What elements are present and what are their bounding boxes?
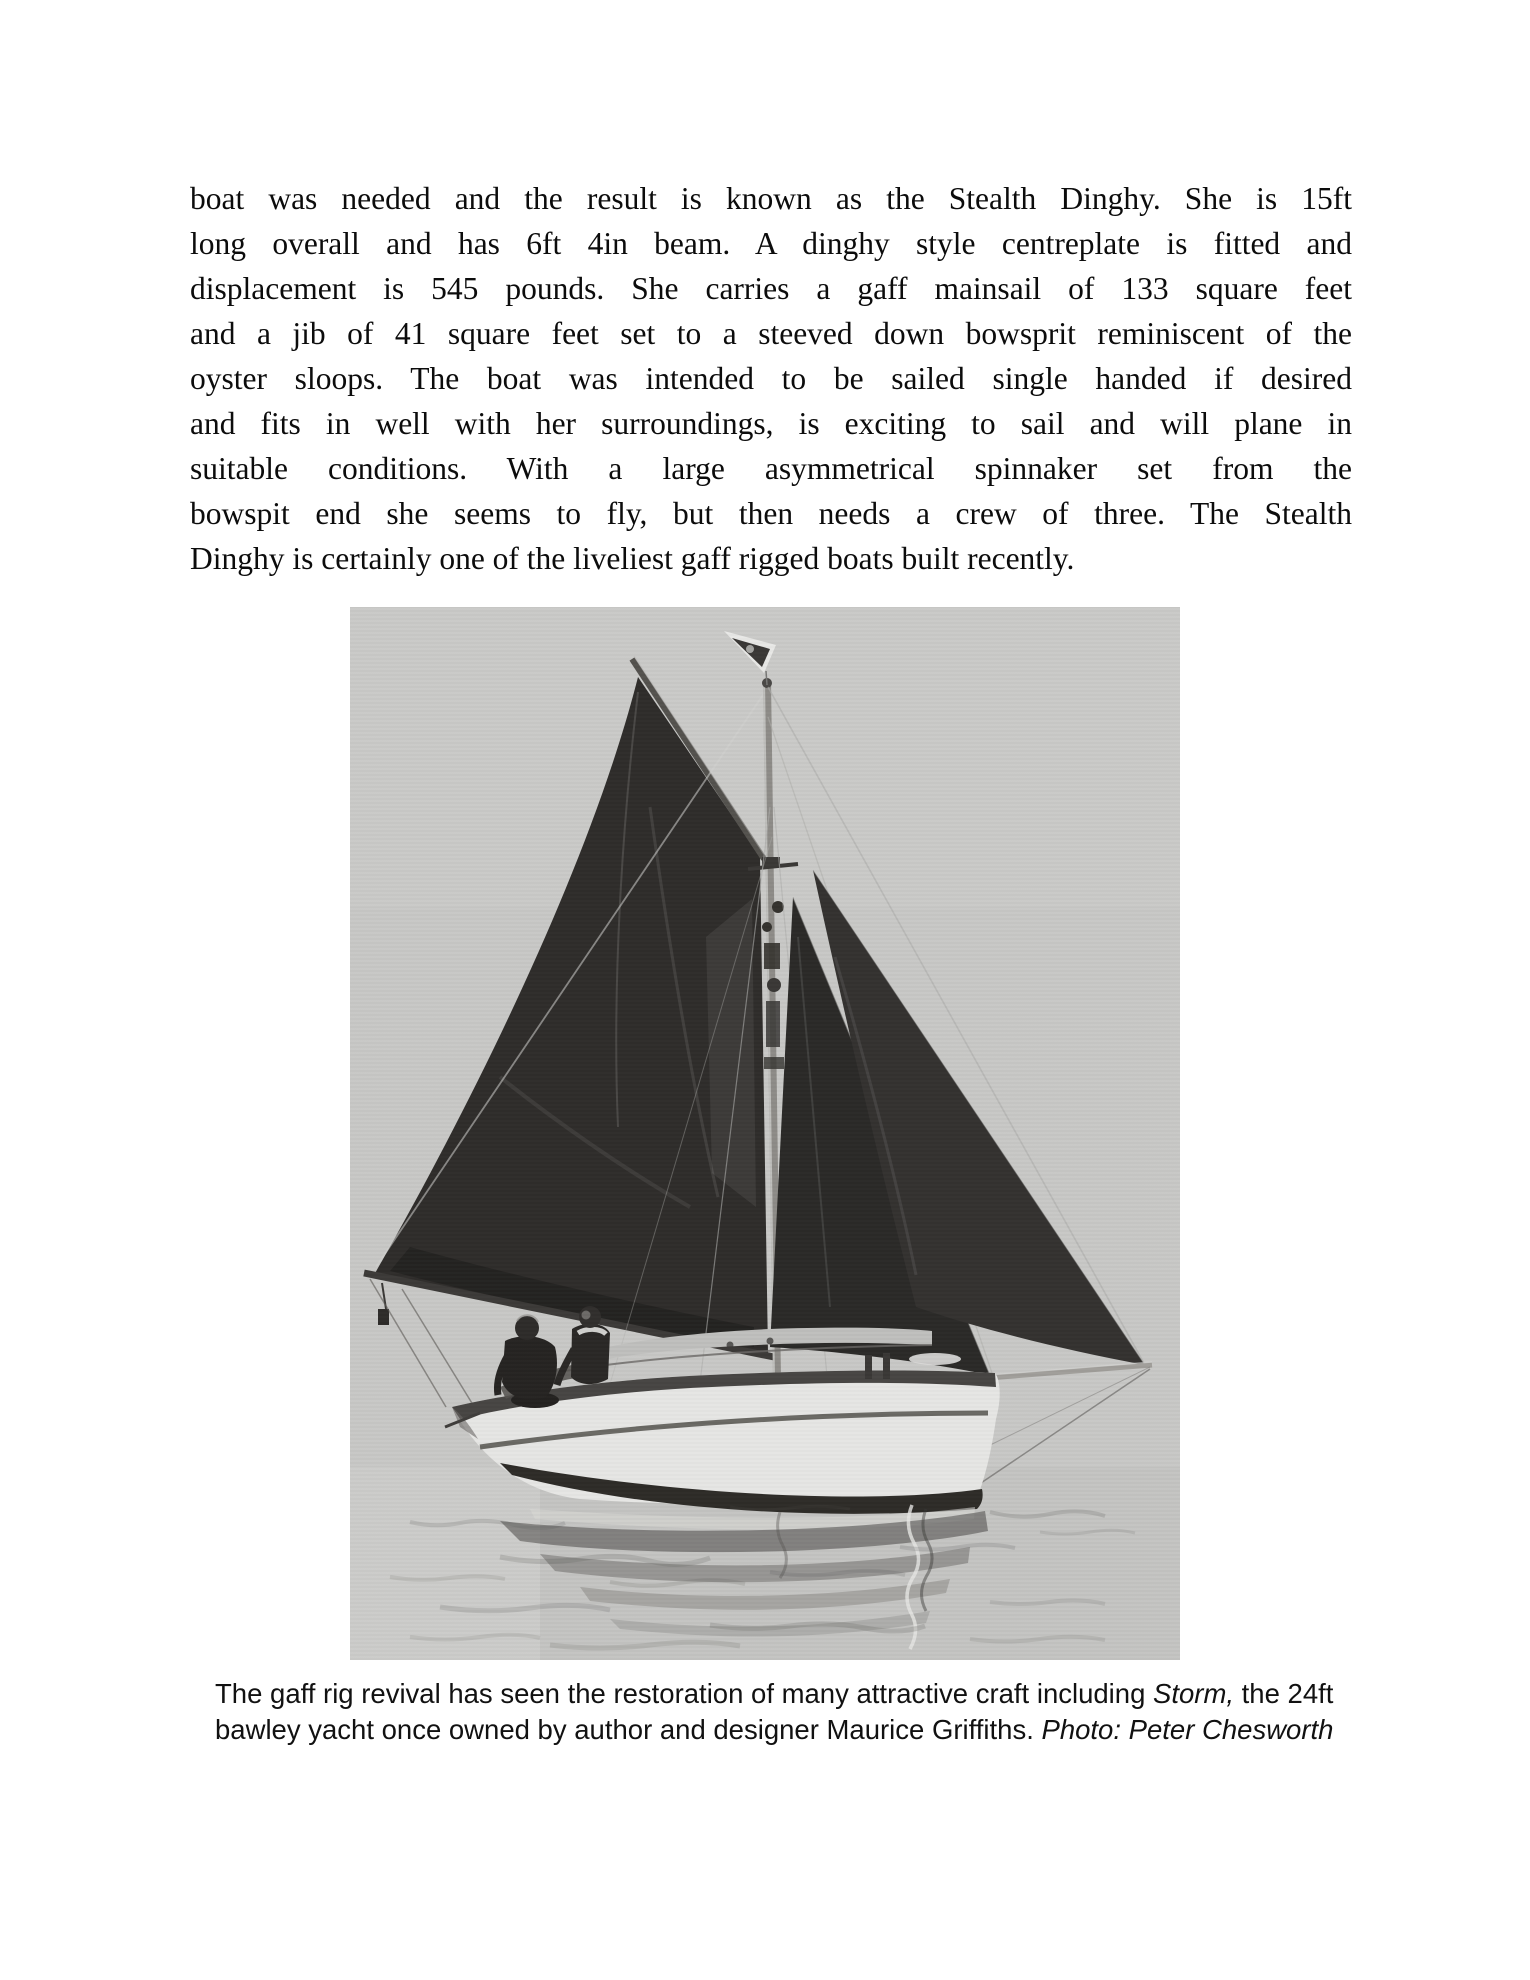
crew-member xyxy=(502,1336,557,1399)
paragraph-line: boat was needed and the result is known as the Stealth Dinghy. She is 15ft xyxy=(190,181,1352,216)
paragraph-line: displacement is 545 pounds. She carries a gaff mainsail of 133 square feet xyxy=(190,271,1352,306)
water-glare xyxy=(350,1467,540,1660)
caption-text: bawley yacht once owned by author and designer Maurice Griffiths. xyxy=(215,1714,1042,1745)
caption-line xyxy=(215,1712,1380,1748)
photo-caption xyxy=(215,1676,1380,1748)
paragraph-line: bowspit end she seems to fly, but then needs a crew of three. The Stealth xyxy=(190,496,1352,531)
caption-photo-credit: Photo: Peter Chesworth xyxy=(1041,1714,1334,1745)
paragraph-line: and fits in well with her surroundings, is exciting to sail and will plane in xyxy=(190,406,1352,441)
bitt-post xyxy=(883,1353,890,1379)
article-paragraph xyxy=(190,176,1352,581)
boat-photo-drawing xyxy=(350,607,1180,1660)
paragraph-line: and a jib of 41 square feet set to a steeved down bowsprit reminiscent of the xyxy=(190,316,1352,351)
boat-photo xyxy=(350,607,1180,1660)
bitt-post xyxy=(865,1355,872,1379)
paragraph-line: oyster sloops. The boat was intended to be sailed single handed if desired xyxy=(190,361,1352,396)
caption-text: The gaff rig revival has seen the restoration of many attractive craft including xyxy=(215,1678,1154,1709)
paragraph-line: Dinghy is certainly one of the liveliest gaff rigged boats built recently. xyxy=(190,541,1075,576)
caption-line xyxy=(215,1676,1380,1712)
paragraph-line: long overall and has 6ft 4in beam. A dinghy style centreplate is fitted and xyxy=(190,226,1352,261)
furled-sail xyxy=(909,1353,961,1365)
caption-text: the 24ft xyxy=(1234,1678,1334,1709)
caption-boat-name: Storm, xyxy=(1153,1678,1235,1709)
paragraph-line: suitable conditions. With a large asymmetrical spinnaker set from the xyxy=(190,451,1352,486)
